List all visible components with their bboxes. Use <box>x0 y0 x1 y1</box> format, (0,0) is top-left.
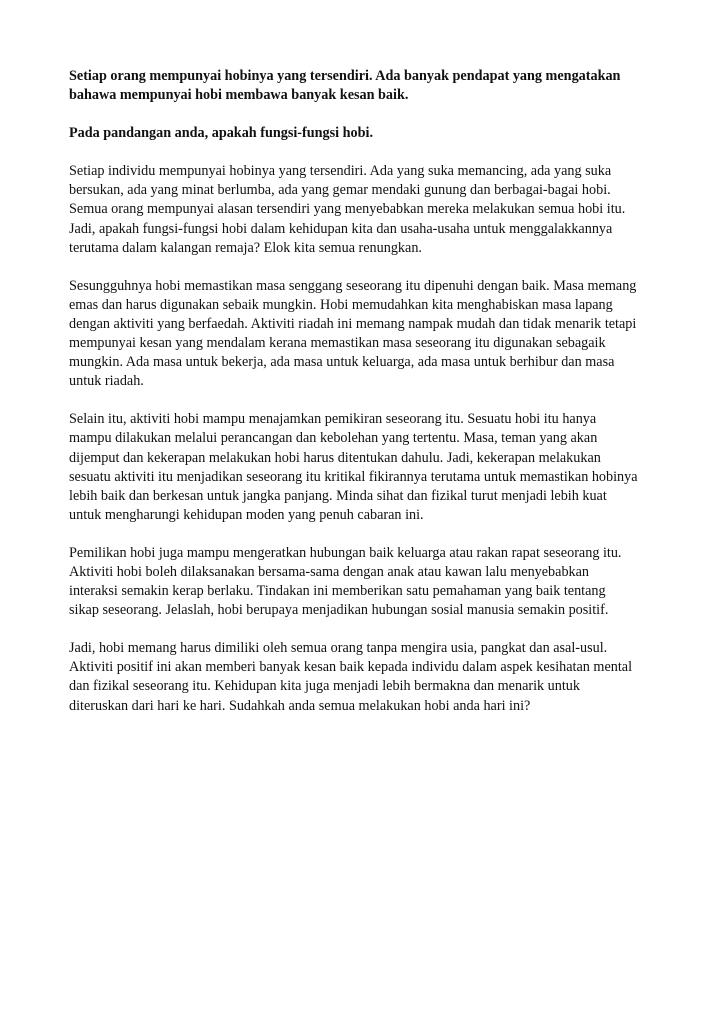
text-line: bahawa mempunyai hobi membawa banyak kesan baik. <box>69 87 409 104</box>
text-line: bersukan, ada yang minat berlumba, ada yang gemar mendaki gunung dan berbagai-bagai hobi. <box>69 182 611 199</box>
text-line: Selain itu, aktiviti hobi mampu menajamkan pemikiran seseorang itu. Sesuatu hobi itu hanya <box>69 411 597 428</box>
document-page <box>69 67 669 735</box>
text-line: Pada pandangan anda, apakah fungsi-fungsi hobi. <box>69 125 373 142</box>
text-line: dijemput dan kekerapan melakukan hobi harus ditentukan dahulu. Jadi, kekerapan melakukan <box>69 449 601 466</box>
text-line: untuk mengharungi kehidupan moden yang penuh cabaran ini. <box>69 506 424 523</box>
text-line: Jadi, apakah fungsi-fungsi hobi dalam kehidupan kita dan usaha-usaha untuk menggalakkannya <box>69 220 613 237</box>
text-line: Sesungguhnya hobi memastikan masa senggang seseorang itu dipenuhi dengan baik. Masa memang <box>69 277 637 294</box>
text-line: terutama dalam kalangan remaja? Elok kita semua renungkan. <box>69 239 422 256</box>
question-paragraph <box>69 124 669 143</box>
text-line: interaksi semakin kerap berlaku. Tindakan ini memberikan satu pemahaman yang baik tentang <box>69 583 606 600</box>
text-line: Aktiviti hobi boleh dilaksanakan bersama-sama dengan anak atau kawan lalu menyebabkan <box>69 563 590 580</box>
text-line: emas dan harus digunakan sebaik mungkin. Hobi memudahkan kita menghabiskan masa lapang <box>69 296 613 313</box>
text-line: untuk riadah. <box>69 373 144 390</box>
text-line: Jadi, hobi memang harus dimiliki oleh semua orang tanpa mengira usia, pangkat dan asal-usul. <box>69 640 608 657</box>
intro-paragraph <box>69 67 669 105</box>
text-line: Setiap individu mempunyai hobinya yang tersendiri. Ada yang suka memancing, ada yang suka <box>69 163 612 180</box>
text-line: mempunyai kesan yang mendalam kerana memastikan masa seseorang itu digunakan sebagaik <box>69 335 606 352</box>
text-line: sesuatu aktiviti itu menjadikan seseorang itu kritikal fikirannya terutama untuk memastikan hobinya <box>69 468 638 485</box>
body-paragraph-thinking <box>69 410 669 525</box>
text-line: Semua orang mempunyai alasan tersendiri yang menyebabkan mereka melakukan semua hobi itu. <box>69 201 626 218</box>
body-paragraph-leisure-time <box>69 277 669 392</box>
text-line: mampu dilakukan melalui perancangan dan kebolehan yang tertentu. Masa, teman yang akan <box>69 430 598 447</box>
text-line: sikap seseorang. Jelaslah, hobi berupaya menjadikan hubungan sosial manusia semakin positif. <box>69 602 609 619</box>
text-line: dan fizikal seseorang itu. Kehidupan kita juga menjadi lebih bermakna dan menarik untuk <box>69 678 580 695</box>
text-line: diteruskan dari hari ke hari. Sudahkah anda semua melakukan hobi anda hari ini? <box>69 697 531 714</box>
text-line: mungkin. Ada masa untuk bekerja, ada masa untuk keluarga, ada masa untuk berhibur dan masa <box>69 354 615 371</box>
text-line: dengan aktiviti yang berfaedah. Aktiviti riadah ini memang nampak mudah dan tidak menarik tetapi <box>69 315 637 332</box>
text-line: Aktiviti positif ini akan memberi banyak kesan baik kepada individu dalam aspek kesihatan mental <box>69 659 633 676</box>
body-paragraph-introduction <box>69 162 669 257</box>
text-line: lebih baik dan berkesan untuk jangka panjang. Minda sihat dan fizikal turut menjadi lebih kuat <box>69 487 607 504</box>
text-line: Pemilikan hobi juga mampu mengeratkan hubungan baik keluarga atau rakan rapat seseorang itu. <box>69 544 622 561</box>
conclusion-paragraph <box>69 639 669 715</box>
body-paragraph-relationships <box>69 544 669 620</box>
text-line: Setiap orang mempunyai hobinya yang tersendiri. Ada banyak pendapat yang mengatakan <box>69 68 621 84</box>
